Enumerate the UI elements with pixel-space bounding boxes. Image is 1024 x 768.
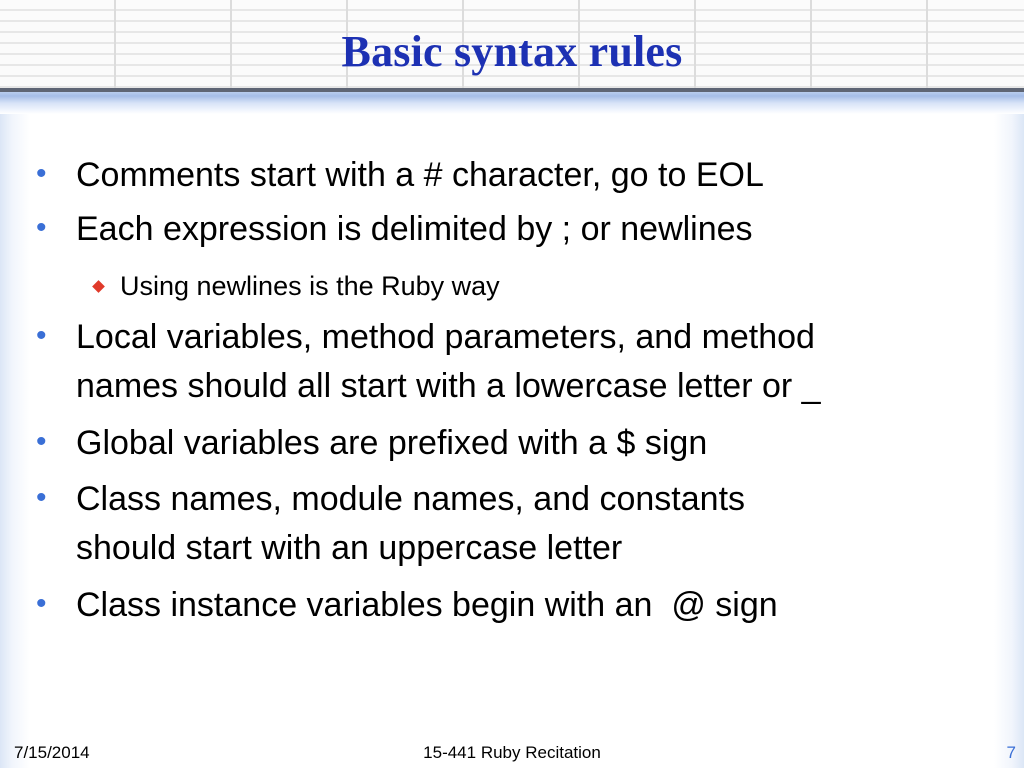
bullet-dot-icon: • — [36, 157, 47, 190]
bullet-dot-icon: • — [36, 425, 47, 458]
bullet-dot-icon: • — [36, 211, 47, 244]
bullet-dot-icon: • — [36, 587, 47, 620]
bullet-item-local-variables-line-2: names should all start with a lowercase letter or _ — [76, 367, 821, 405]
footer-title: 15-441 Ruby Recitation — [423, 743, 601, 762]
bullet-dot-icon: • — [36, 319, 47, 352]
slide-title: Basic syntax rules — [341, 27, 683, 76]
footer-date: 7/15/2014 — [14, 743, 90, 762]
bullet-item-instance-variables: Class instance variables begin with an @ sign — [76, 586, 778, 624]
bullet-item-class-names-line-2: should start with an uppercase letter — [76, 529, 623, 567]
bullet-item-comments: Comments start with a # character, go to EOL — [76, 156, 764, 194]
bullet-item-class-names-line-1: Class names, module names, and constants — [76, 480, 746, 518]
bullet-item-local-variables-line-1: Local variables, method parameters, and method — [76, 318, 815, 356]
sub-bullet-item-newlines: Using newlines is the Ruby way — [120, 271, 500, 301]
bullet-item-global-variables: Global variables are prefixed with a $ sign — [76, 424, 708, 462]
footer-page-number: 7 — [1006, 743, 1016, 762]
bullet-item-expressions: Each expression is delimited by ; or newlines — [76, 210, 753, 248]
diamond-bullet-icon — [92, 280, 105, 293]
bullet-dot-icon: • — [36, 481, 47, 514]
